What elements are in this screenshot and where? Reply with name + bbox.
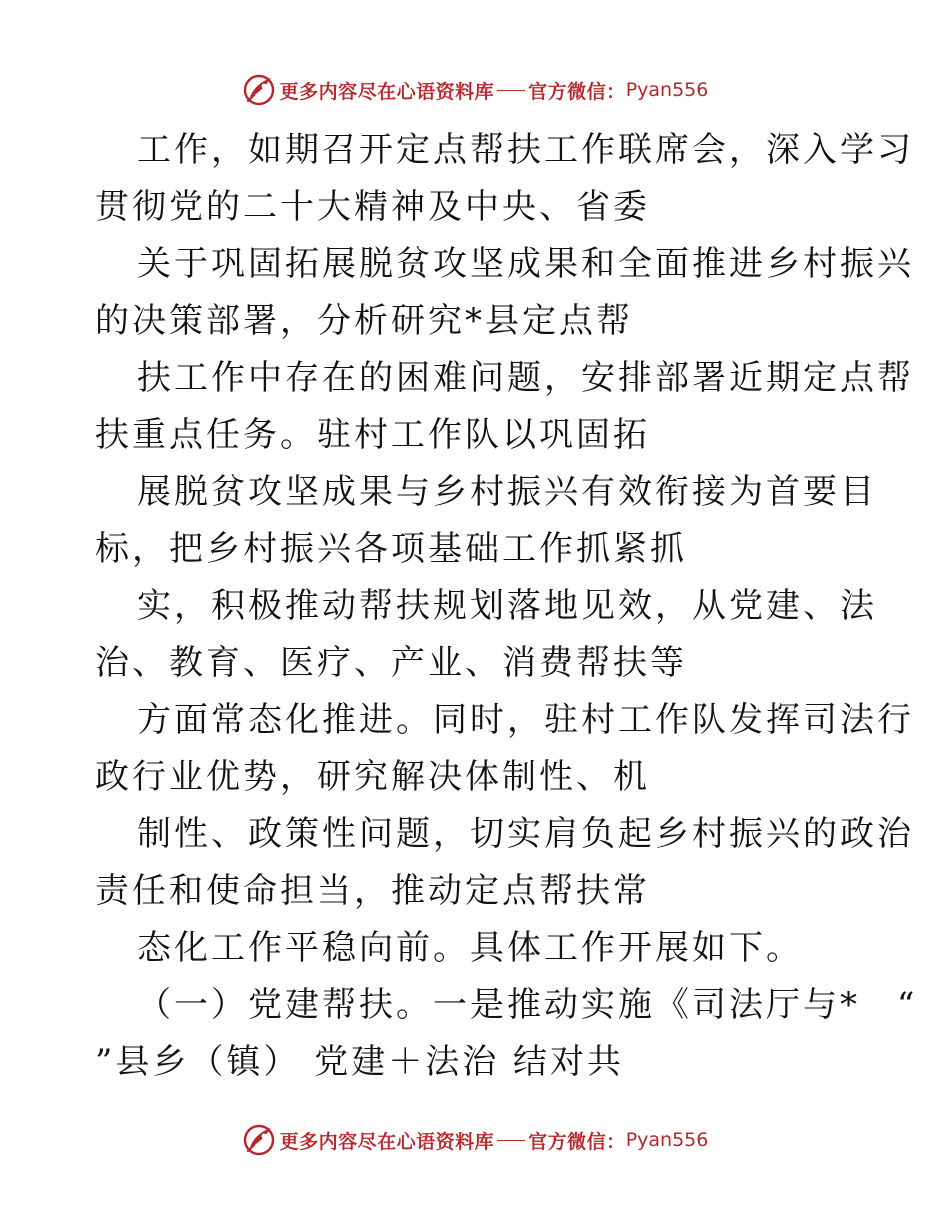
- document-body: [95, 122, 918, 1091]
- text-line: 方面常态化推进。同时，驻村工作队发挥司法行: [137, 700, 914, 740]
- text-line: 扶重点任务。驻村工作队以巩固拓: [95, 415, 650, 455]
- watermark-wechat-handle: Pyan556: [625, 1129, 709, 1151]
- text-line: 工作，如期召开定点帮扶工作联席会，深入学习: [137, 130, 914, 170]
- text-line: 标，把乡村振兴各项基础工作抓紧抓: [95, 529, 687, 569]
- text-line: （一）党建帮扶。一是推动实施《司法厅与* “: [137, 985, 918, 1025]
- text-line: 贯彻党的二十大精神及中央、省委: [95, 187, 650, 227]
- text-line: 实，积极推动帮扶规划落地见效，从党建、法: [137, 586, 877, 626]
- text-line: 展脱贫攻坚成果与乡村振兴有效衔接为首要目: [137, 472, 877, 512]
- text-line: 责任和使命担当，推动定点帮扶常: [95, 871, 650, 911]
- text-line: 关于巩固拓展脱贫攻坚成果和全面推进乡村振兴: [137, 244, 914, 284]
- text-line: 的决策部署，分析研究*县定点帮: [95, 301, 633, 341]
- text-line: ”县乡（镇） 党建＋法治 结对共: [95, 1042, 624, 1082]
- watermark-dash: [497, 1140, 525, 1141]
- quill-logo-icon: [242, 73, 276, 107]
- text-line: 制性、政策性问题，切实肩负起乡村振兴的政治: [137, 814, 914, 854]
- quill-logo-icon: [242, 1123, 276, 1157]
- watermark-wechat-label: 官方微信：: [528, 80, 626, 103]
- watermark-dash: [497, 90, 525, 91]
- watermark-wechat-handle: Pyan556: [625, 79, 709, 101]
- footer-watermark: [0, 1120, 950, 1160]
- text-line: 扶工作中存在的困难问题，安排部署近期定点帮: [137, 358, 914, 398]
- header-watermark: [0, 70, 950, 110]
- watermark-wechat-label: 官方微信：: [528, 1130, 626, 1153]
- text-line: 治、教育、医疗、产业、消费帮扶等: [95, 643, 687, 683]
- text-line: 政行业优势，研究解决体制性、机: [95, 757, 650, 797]
- text-line: 态化工作平稳向前。具体工作开展如下。: [137, 928, 803, 968]
- watermark-brand: 更多内容尽在心语资料库: [279, 1130, 495, 1153]
- watermark-brand: 更多内容尽在心语资料库: [279, 80, 495, 103]
